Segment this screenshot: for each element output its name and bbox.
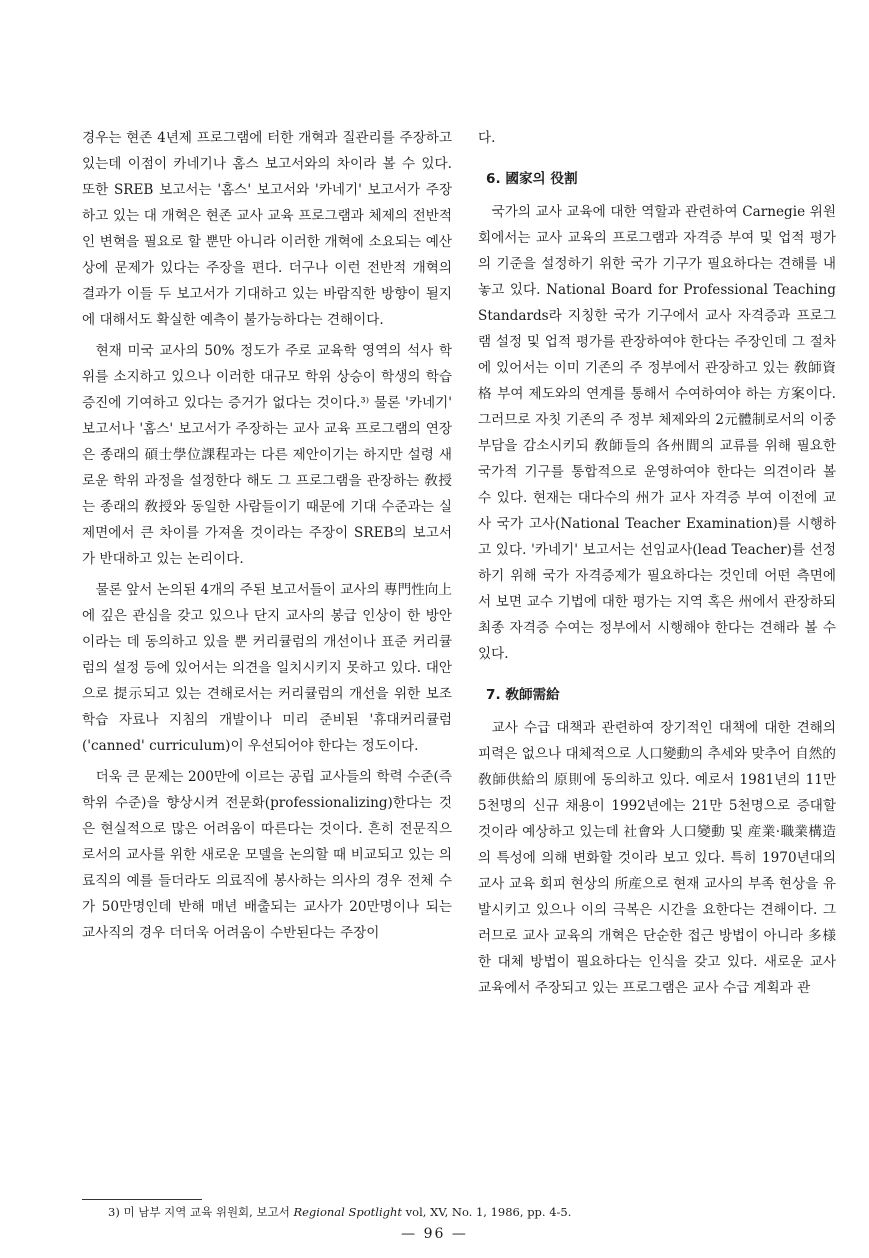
footnote [108,1204,838,1220]
right-column [478,125,836,1006]
body-paragraph: 국가의 교사 교육에 대한 역할과 관련하여 Carnegie 위원회에서는 교사 교육의 프로그램과 자격증 부여 및 업적 평가의 기준을 설정하기 위한 국가 기구가 필요하다는 견해를 내놓고 있다. National Board for Professional Teaching Standards라 지칭한 국가 기구에서 교사 자격증과 프로그램 설정 및 업적 평가를 관장하여야 한다는 주장인데 그 절차에 있어서는 이미 기존의 주 정부에서 관장하고 있는 敎師資格 부여 제도와의 연계를 통해서 수여하여야 하는 方案이다. 그러므로 자칫 기존의 주 정부 체제와의 2元體制로서의 이중 부담을 감소시키되 敎師들의 各州間의 교류를 위해 필요한 국가적 기구를 통합적으로 운영하여야 한다는 의견이라 볼 수 있다. 현재는 대다수의 州가 교사 자격증 부여 이전에 교사 국가 고사(National Teacher Examination)를 시행하고 있다. '카네기' 보고서는 선임교사(lead Teacher)를 선정하기 위해 국가 자격증제가 필요하다는 것인데 어떤 측면에서 보면 교수 기법에 대한 평가는 지역 혹은 州에서 관장하되 최종 자격증 수여는 정부에서 시행해야 한다는 견해라 볼 수 있다. [478,204,836,662]
body-paragraph: 경우는 현존 4년제 프로그램에 터한 개혁과 질관리를 주장하고 있는데 이점이 카네기나 홈스 보고서와의 차이라 볼 수 있다. 또한 SREB 보고서는 '홈스' 보고서와 '카네기' 보고서가 주장하고 있는 대 개혁은 현존 교사 교육 프로그램과 체제의 전반적인 변혁을 필요로 할 뿐만 아니라 이러한 개혁에 소요되는 예산상에 문제가 있다는 주장을 편다. 더구나 이런 전반적 개혁의 결과가 이들 두 보고서가 기대하고 있는 바람직한 방향이 될지에 대해서도 확실한 예측이 불가능하다는 견해이다. [82,130,452,328]
footnote-divider [82,1199,202,1200]
body-paragraph: 물론 앞서 논의된 4개의 주된 보고서들이 교사의 專門性向上에 깊은 관심을 갖고 있으나 단지 교사의 봉급 인상이 한 방안이라는 데 동의하고 있을 뿐 커리큘럼의 개선이나 표준 커리큘럼의 설정 등에 있어서는 의견을 일치시키지 못하고 있다. 대안으로 提示되고 있는 견해로서는 커리큘럼의 개선을 위한 보조 학습 자료나 지침의 개발이나 미리 준비된 '휴대커리큘럼('canned' curriculum)이 우선되어야 한다는 정도이다. [82,582,452,754]
page-number: — 96 — [401,1226,468,1242]
left-column [82,125,452,951]
footnote-prefix: 3) 미 남부 지역 교육 위원회, 보고서 [108,1205,294,1219]
body-paragraph: 교사 수급 대책과 관련하여 장기적인 대책에 대한 견해의 피력은 없으나 대체적으로 人口變動의 추세와 맞추어 自然的 敎師供給의 原則에 동의하고 있다. 예로서 1981년의 11만 5천명의 신규 채용이 1992년에는 21만 5천명으로 증대할 것이라 예상하고 있는데 社會와 人口變動 및 産業·職業構造의 특성에 의해 변화할 것이라 보고 있다. 특히 1970년대의 교사 교육 회피 현상의 所産으로 현재 교사의 부족 현상을 유발시키고 있으나 이의 극복은 시간을 요한다는 견해이다. 그러므로 교사 교육의 개혁은 단순한 접근 방법이 아니라 多様한 대체 방법이 필요하다는 인식을 갖고 있다. 새로운 교사 교육에서 주장되고 있는 프로그램은 교사 수급 계획과 관 [478,720,836,996]
body-paragraph-continued: 다. [478,130,496,146]
section-heading: 7. 敎師需給 [486,687,560,703]
section-heading: 6. 國家의 役割 [486,171,578,187]
footnote-suffix: vol, XV, No. 1, 1986, pp. 4-5. [402,1205,572,1219]
body-paragraph: 더욱 큰 문제는 200만에 이르는 공립 교사들의 학력 수준(즉 학위 수준)을 향상시켜 전문화(professionalizing)한다는 것은 현실적으로 많은 어려움이 따른다는 것이다. 흔히 전문직으로서의 교사를 위한 새로운 모델을 논의할 때 비교되고 있는 의료직의 예를 들더라도 의료직에 봉사하는 의사의 경우 전체 수가 50만명인데 반해 매년 배출되는 교사가 20만명이나 되는 교사직의 경우 더더욱 어려움이 수반된다는 주장이 [82,769,452,941]
body-paragraph: 현재 미국 교사의 50% 정도가 주로 교육학 영역의 석사 학위를 소지하고 있으나 이러한 대규모 학위 상승이 학생의 학습 증진에 기여하고 있다는 증거가 없다는 것이다.³⁾ 물론 '카네기' 보고서나 '홈스' 보고서가 주장하는 교사 교육 프로그램의 연장은 종래의 碩士學位課程과는 다른 제안이기는 하지만 설령 새로운 학위 과정을 설정한다 해도 그 프로그램을 관장하는 敎授는 종래의 敎授와 동일한 사람들이기 때문에 기대 수준과는 실제면에서 큰 차이를 가져올 것이라는 주장이 SREB의 보고서가 반대하고 있는 논리이다. [82,343,452,567]
footnote-title: Regional Spotlight [293,1205,403,1219]
